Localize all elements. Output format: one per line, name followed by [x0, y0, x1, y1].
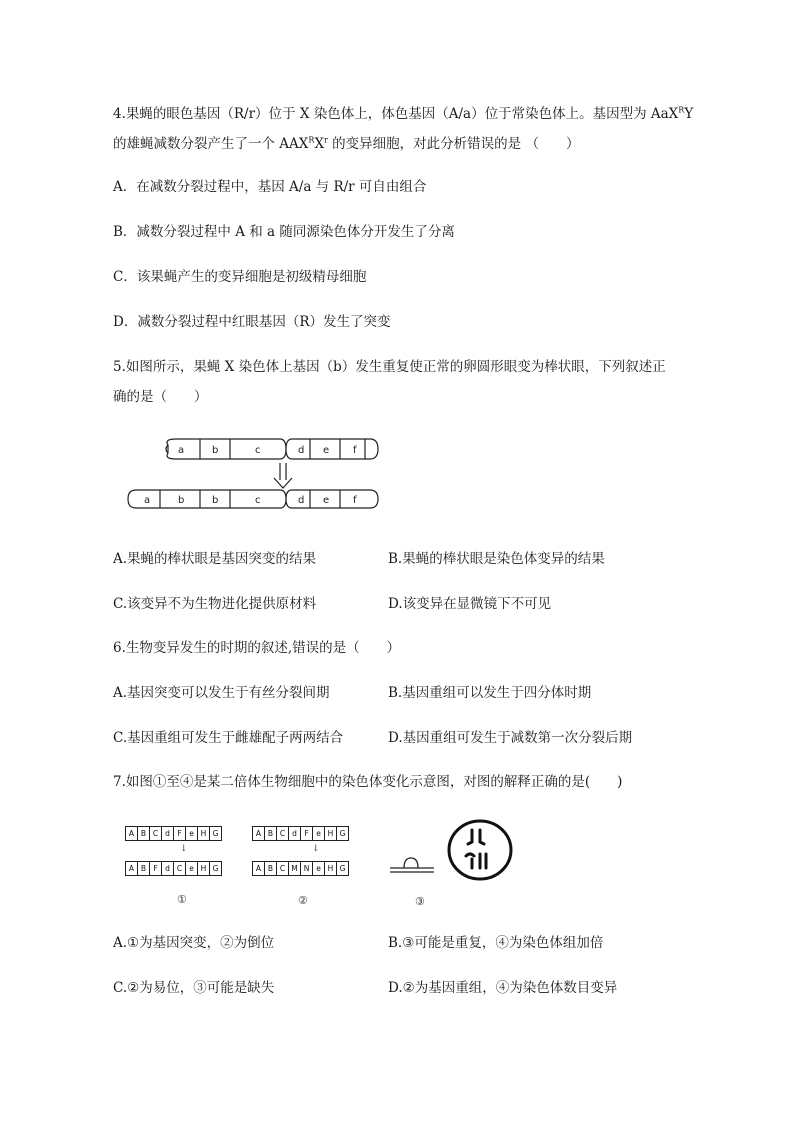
gene-box: A [125, 826, 138, 841]
q7-caption-2: ② [298, 894, 308, 907]
down-arrow-icon: ↓ [312, 844, 320, 854]
q4-option-a: A．在减数分裂过程中，基因 A/a 与 R/r 可自由组合 [113, 179, 427, 195]
gene-box: B [137, 861, 150, 876]
gene-label: e [323, 495, 330, 506]
gene-box: d [161, 826, 174, 841]
gene-box: G [209, 826, 222, 841]
gene-box: e [312, 861, 325, 876]
gene-box: C [149, 826, 162, 841]
gene-box: G [209, 861, 222, 876]
gene-box: B [137, 826, 150, 841]
q5-stem-line2: 确的是（ ） [113, 389, 208, 405]
gene-label: b [178, 495, 185, 506]
gene-box: d [161, 861, 174, 876]
q7-diagram2-bottom [252, 861, 348, 876]
gene-label: c [255, 445, 261, 456]
q5-option-d: D.该变异在显微镜下不可见 [388, 596, 552, 612]
normal-chromosome [166, 439, 378, 459]
gene-box: G [336, 826, 349, 841]
gene-label: c [255, 495, 261, 506]
q6-option-d: D.基因重组可发生于减数第一次分裂后期 [388, 730, 633, 746]
gene-box: H [197, 861, 210, 876]
gene-label: b [212, 495, 219, 506]
q5-option-c: C.该变异不为生物进化提供原材料 [113, 596, 317, 612]
down-arrow-icon [274, 463, 292, 488]
gene-label: a [144, 495, 151, 506]
gene-label: d [298, 445, 305, 456]
q4-stem-line1: 4.果蝇的眼色基因（R/r）位于 X 染色体上，体色基因（A/a）位于常染色体上。基因型为 AaX$^R$Y [113, 105, 694, 122]
q4-stem-line2: 的雄蝇减数分裂产生了一个 $AAX^RX^r$ 的变异细胞，对此分析错误的是 （ ） [113, 135, 580, 152]
q5-chromosome-diagram [120, 436, 390, 516]
gene-label: f [353, 445, 357, 456]
gene-box: A [125, 861, 138, 876]
q7-diagram4-cell [446, 818, 514, 882]
gene-box: H [197, 826, 210, 841]
q6-option-b: B.基因重组可以发生于四分体时期 [388, 685, 592, 701]
gene-box: H [324, 861, 337, 876]
q4-option-d: D．减数分裂过程中红眼基因（R）发生了突变 [113, 314, 391, 330]
q7-stem: 7.如图①至④是某二倍体生物细胞中的染色体变化示意图，对图的解释正确的是( ) [113, 774, 623, 790]
gene-box: A [252, 861, 265, 876]
q7-caption-1: ① [177, 893, 187, 906]
q5-option-b: B.果蝇的棒状眼是染色体变异的结果 [388, 551, 605, 567]
gene-box: F [149, 861, 162, 876]
q7-option-b: B.③可能是重复，④为染色体组加倍 [388, 935, 604, 951]
q5-stem-line1: 5.如图所示，果蝇 X 染色体上基因（b）发生重复使正常的卵圆形眼变为棒状眼，下列叙述正 [113, 359, 666, 375]
q7-diagram3-pairing-loop [388, 856, 438, 878]
down-arrow-icon: ↓ [180, 844, 188, 854]
q7-option-a: A.①为基因突变，②为倒位 [113, 935, 275, 951]
gene-label: a [178, 445, 185, 456]
q7-diagram1-top [125, 826, 221, 841]
gene-label: e [323, 445, 330, 456]
q7-diagram2-top [252, 826, 348, 841]
q6-stem: 6.生物变异发生的时期的叙述,错误的是（ ） [113, 640, 401, 656]
gene-box: e [185, 826, 198, 841]
q4-option-b: B．减数分裂过程中 A 和 a 随同源染色体分开发生了分离 [113, 224, 455, 240]
bar-eye-chromosome [128, 490, 378, 508]
q6-option-c: C.基因重组可发生于雌雄配子两两结合 [113, 730, 344, 746]
gene-box: H [324, 826, 337, 841]
q7-diagram1-bottom [125, 861, 221, 876]
gene-label: f [353, 495, 357, 506]
gene-box: C [276, 826, 289, 841]
gene-box: N [300, 861, 313, 876]
q6-option-a: A.基因突变可以发生于有丝分裂间期 [113, 685, 330, 701]
q7-option-d: D.②为基因重组，④为染色体数目变异 [388, 980, 618, 996]
gene-label: d [298, 495, 305, 506]
gene-box: M [288, 861, 301, 876]
gene-box: B [264, 826, 277, 841]
gene-box: C [276, 861, 289, 876]
q5-option-a: A.果蝇的棒状眼是基因突变的结果 [113, 551, 317, 567]
gene-box: F [300, 826, 313, 841]
gene-box: B [264, 861, 277, 876]
gene-box: C [173, 861, 186, 876]
q7-caption-3: ③ [415, 895, 425, 908]
gene-box: e [185, 861, 198, 876]
gene-box: e [312, 826, 325, 841]
gene-box: G [336, 861, 349, 876]
q7-option-c: C.②为易位，③可能是缺失 [113, 980, 275, 996]
gene-label: b [212, 445, 219, 456]
gene-box: d [288, 826, 301, 841]
gene-box: A [252, 826, 265, 841]
q4-option-c: C．该果蝇产生的变异细胞是初级精母细胞 [113, 269, 367, 285]
gene-box: F [173, 826, 186, 841]
